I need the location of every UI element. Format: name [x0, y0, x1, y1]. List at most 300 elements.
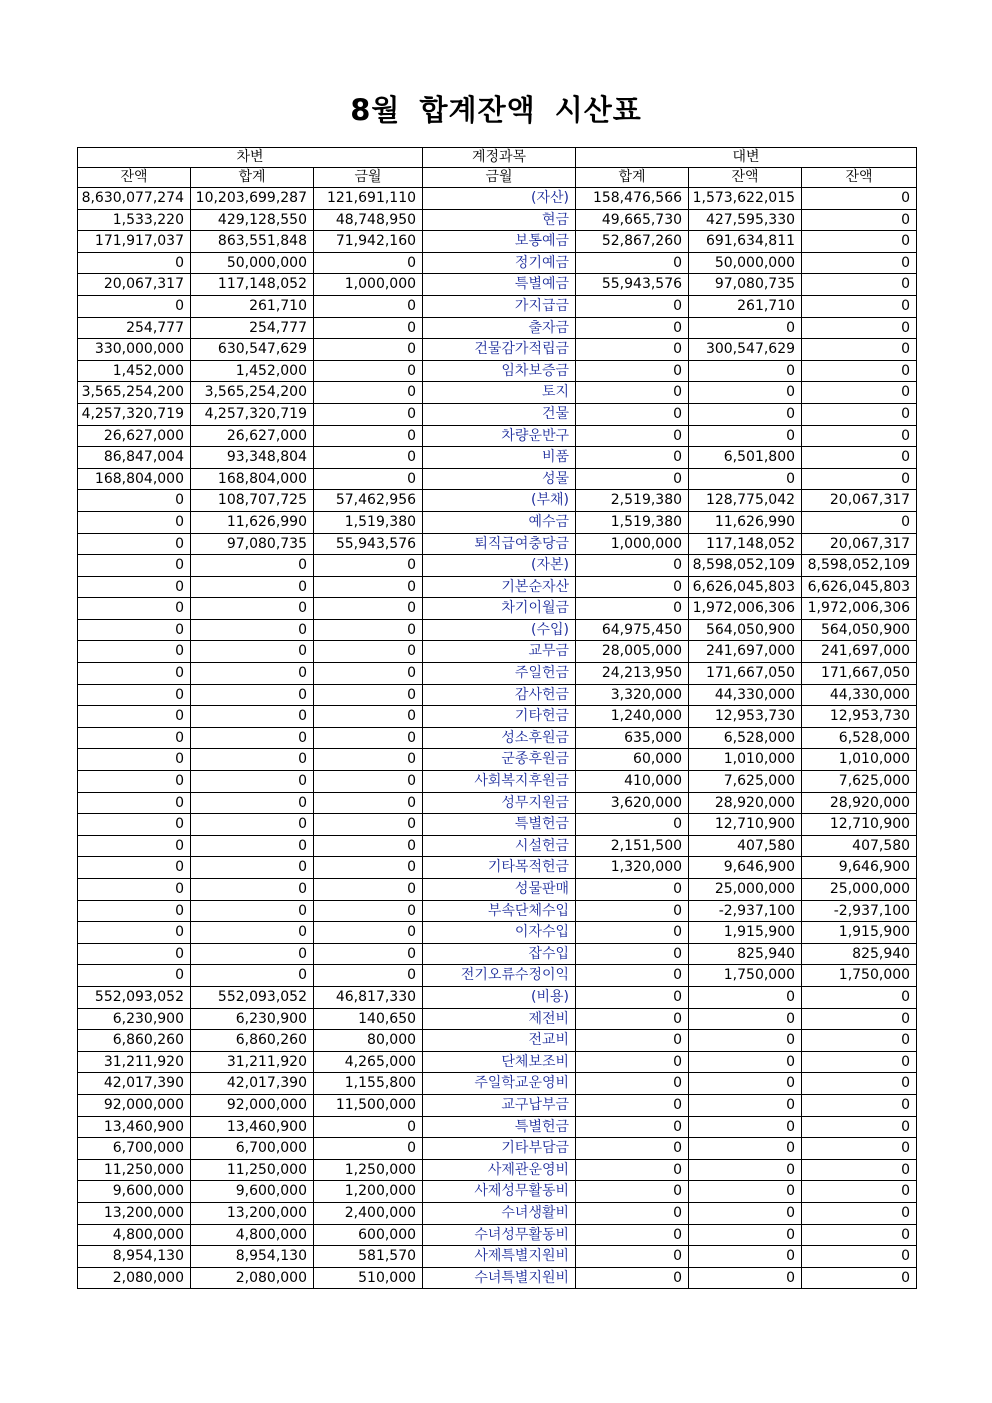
cell-debit-total: 93,348,804: [191, 447, 314, 469]
cell-account-name: 수녀특별지원비: [423, 1267, 576, 1289]
cell-credit-balance-2: 0: [802, 425, 917, 447]
cell-credit-total: 0: [576, 922, 689, 944]
table-row: [78, 1051, 917, 1073]
cell-account-name: 특별예금: [423, 274, 576, 296]
cell-credit-balance-2: 0: [802, 1246, 917, 1268]
cell-debit-total: 9,600,000: [191, 1181, 314, 1203]
cell-debit-month: 4,265,000: [314, 1051, 423, 1073]
cell-debit-balance: 0: [78, 619, 191, 641]
cell-debit-month: 0: [314, 922, 423, 944]
cell-credit-balance-2: 20,067,317: [802, 533, 917, 555]
cell-credit-total: 0: [576, 1181, 689, 1203]
cell-debit-balance: 6,700,000: [78, 1138, 191, 1160]
cell-credit-total: 0: [576, 1246, 689, 1268]
cell-debit-balance: 11,250,000: [78, 1159, 191, 1181]
cell-credit-balance-2: 171,667,050: [802, 663, 917, 685]
col-credit-balance: 잔액: [689, 168, 802, 188]
cell-credit-balance: 0: [689, 1051, 802, 1073]
cell-debit-balance: 3,565,254,200: [78, 382, 191, 404]
cell-credit-balance-2: 44,330,000: [802, 684, 917, 706]
cell-debit-month: 57,462,956: [314, 490, 423, 512]
cell-credit-balance: 0: [689, 317, 802, 339]
cell-account-name: (수입): [423, 619, 576, 641]
cell-debit-balance: 4,257,320,719: [78, 403, 191, 425]
cell-debit-total: 0: [191, 749, 314, 771]
cell-debit-total: 0: [191, 663, 314, 685]
cell-debit-month: 0: [314, 339, 423, 361]
table-row: [78, 835, 917, 857]
cell-debit-month: 510,000: [314, 1267, 423, 1289]
cell-account-name: 군종후원금: [423, 749, 576, 771]
cell-account-name: 건물감가적립금: [423, 339, 576, 361]
cell-debit-total: 11,250,000: [191, 1159, 314, 1181]
cell-debit-month: 0: [314, 814, 423, 836]
cell-credit-total: 28,005,000: [576, 641, 689, 663]
cell-debit-total: 0: [191, 555, 314, 577]
cell-credit-balance-2: 0: [802, 1181, 917, 1203]
header-credit: 대변: [576, 148, 917, 168]
cell-debit-month: 11,500,000: [314, 1094, 423, 1116]
cell-credit-balance: 12,710,900: [689, 814, 802, 836]
cell-account-name: 기타부담금: [423, 1138, 576, 1160]
cell-credit-balance-2: 0: [802, 1224, 917, 1246]
cell-debit-total: 26,627,000: [191, 425, 314, 447]
cell-credit-balance-2: 25,000,000: [802, 879, 917, 901]
cell-credit-total: 0: [576, 1267, 689, 1289]
cell-debit-balance: 0: [78, 576, 191, 598]
cell-debit-total: 2,080,000: [191, 1267, 314, 1289]
cell-debit-total: 6,230,900: [191, 1008, 314, 1030]
cell-credit-balance-2: 0: [802, 447, 917, 469]
cell-credit-total: 3,620,000: [576, 792, 689, 814]
cell-credit-total: 0: [576, 986, 689, 1008]
cell-credit-balance: 0: [689, 1267, 802, 1289]
cell-debit-month: 0: [314, 403, 423, 425]
cell-account-name: 시설헌금: [423, 835, 576, 857]
cell-debit-month: 1,250,000: [314, 1159, 423, 1181]
cell-debit-balance: 0: [78, 533, 191, 555]
table-row: [78, 1267, 917, 1289]
cell-credit-balance: 1,915,900: [689, 922, 802, 944]
cell-debit-month: 46,817,330: [314, 986, 423, 1008]
cell-credit-balance-2: 0: [802, 339, 917, 361]
cell-debit-month: 0: [314, 425, 423, 447]
col-debit-month: 금월: [314, 168, 423, 188]
cell-debit-total: 0: [191, 814, 314, 836]
cell-credit-balance-2: 1,972,006,306: [802, 598, 917, 620]
table-row: [78, 727, 917, 749]
cell-credit-balance-2: 407,580: [802, 835, 917, 857]
cell-credit-balance: 25,000,000: [689, 879, 802, 901]
col-credit-total: 합계: [576, 168, 689, 188]
cell-credit-balance-2: 1,010,000: [802, 749, 917, 771]
cell-credit-balance-2: 825,940: [802, 943, 917, 965]
cell-debit-balance: 0: [78, 922, 191, 944]
cell-credit-total: 0: [576, 447, 689, 469]
cell-debit-balance: 0: [78, 295, 191, 317]
cell-debit-balance: 4,800,000: [78, 1224, 191, 1246]
table-row: [78, 403, 917, 425]
col-credit-balance-2: 잔액: [802, 168, 917, 188]
cell-account-name: 전교비: [423, 1030, 576, 1052]
cell-account-name: 정기예금: [423, 252, 576, 274]
table-row: [78, 814, 917, 836]
table-row: [78, 317, 917, 339]
cell-credit-balance: 0: [689, 1008, 802, 1030]
cell-debit-balance: 0: [78, 598, 191, 620]
table-row: [78, 1030, 917, 1052]
table-row: [78, 857, 917, 879]
cell-account-name: 주일학교운영비: [423, 1073, 576, 1095]
cell-debit-month: 0: [314, 1138, 423, 1160]
cell-account-name: 사회복지후원금: [423, 771, 576, 793]
cell-debit-total: 0: [191, 641, 314, 663]
cell-credit-balance: 50,000,000: [689, 252, 802, 274]
cell-credit-total: 635,000: [576, 727, 689, 749]
cell-debit-month: 0: [314, 727, 423, 749]
cell-credit-balance-2: 6,626,045,803: [802, 576, 917, 598]
cell-credit-balance: 0: [689, 1159, 802, 1181]
table-row: [78, 274, 917, 296]
table-row: [78, 792, 917, 814]
cell-account-name: 특별헌금: [423, 814, 576, 836]
table-row: [78, 511, 917, 533]
cell-credit-balance-2: 0: [802, 986, 917, 1008]
table-row: [78, 879, 917, 901]
cell-credit-balance: 28,920,000: [689, 792, 802, 814]
table-row: [78, 555, 917, 577]
table-row: [78, 598, 917, 620]
table-row: [78, 1224, 917, 1246]
cell-debit-balance: 0: [78, 792, 191, 814]
cell-credit-total: 0: [576, 317, 689, 339]
cell-credit-balance-2: 8,598,052,109: [802, 555, 917, 577]
cell-credit-balance-2: 28,920,000: [802, 792, 917, 814]
cell-debit-month: 0: [314, 619, 423, 641]
cell-credit-total: 410,000: [576, 771, 689, 793]
cell-debit-total: 13,460,900: [191, 1116, 314, 1138]
table-row: [78, 1008, 917, 1030]
cell-debit-balance: 8,630,077,274: [78, 188, 191, 210]
cell-debit-total: 0: [191, 879, 314, 901]
cell-credit-balance: 0: [689, 360, 802, 382]
cell-credit-balance: 0: [689, 1030, 802, 1052]
cell-credit-balance-2: 241,697,000: [802, 641, 917, 663]
cell-credit-balance-2: 0: [802, 209, 917, 231]
cell-account-name: 기타목적헌금: [423, 857, 576, 879]
page-title: 8월 합계잔액 시산표: [350, 93, 642, 127]
cell-credit-total: 0: [576, 1224, 689, 1246]
cell-credit-balance: 0: [689, 1094, 802, 1116]
cell-credit-total: 0: [576, 252, 689, 274]
cell-credit-balance-2: 0: [802, 317, 917, 339]
cell-credit-balance: 564,050,900: [689, 619, 802, 641]
cell-debit-balance: 26,627,000: [78, 425, 191, 447]
cell-debit-month: 0: [314, 641, 423, 663]
cell-credit-balance-2: 0: [802, 1073, 917, 1095]
cell-debit-month: 2,400,000: [314, 1202, 423, 1224]
cell-credit-balance-2: 12,953,730: [802, 706, 917, 728]
cell-account-name: 성소후원금: [423, 727, 576, 749]
cell-credit-balance: 0: [689, 1246, 802, 1268]
cell-credit-balance: 261,710: [689, 295, 802, 317]
cell-debit-month: 0: [314, 382, 423, 404]
cell-debit-month: 0: [314, 943, 423, 965]
cell-debit-total: 552,093,052: [191, 986, 314, 1008]
cell-credit-balance: 97,080,735: [689, 274, 802, 296]
header-row-group: [78, 148, 917, 168]
table-row: [78, 576, 917, 598]
cell-debit-total: 0: [191, 684, 314, 706]
cell-debit-balance: 0: [78, 555, 191, 577]
cell-credit-balance: 0: [689, 382, 802, 404]
cell-debit-balance: 13,460,900: [78, 1116, 191, 1138]
cell-credit-balance-2: 20,067,317: [802, 490, 917, 512]
cell-debit-balance: 42,017,390: [78, 1073, 191, 1095]
header-debit: 차변: [78, 148, 423, 168]
table-row: [78, 209, 917, 231]
cell-debit-month: 0: [314, 317, 423, 339]
cell-debit-total: 11,626,990: [191, 511, 314, 533]
cell-credit-balance: 117,148,052: [689, 533, 802, 555]
cell-debit-balance: 0: [78, 663, 191, 685]
header-account: 계정과목: [423, 148, 576, 168]
cell-account-name: 예수금: [423, 511, 576, 533]
cell-credit-balance-2: 7,625,000: [802, 771, 917, 793]
cell-debit-month: 0: [314, 360, 423, 382]
cell-debit-total: 31,211,920: [191, 1051, 314, 1073]
cell-debit-balance: 0: [78, 943, 191, 965]
cell-debit-balance: 0: [78, 965, 191, 987]
cell-debit-total: 0: [191, 619, 314, 641]
cell-debit-total: 8,954,130: [191, 1246, 314, 1268]
cell-account-name: (비용): [423, 986, 576, 1008]
cell-credit-total: 0: [576, 425, 689, 447]
cell-debit-total: 261,710: [191, 295, 314, 317]
cell-debit-total: 6,700,000: [191, 1138, 314, 1160]
cell-debit-total: 0: [191, 857, 314, 879]
table-row: [78, 1202, 917, 1224]
cell-debit-month: 0: [314, 252, 423, 274]
cell-debit-balance: 8,954,130: [78, 1246, 191, 1268]
cell-debit-balance: 552,093,052: [78, 986, 191, 1008]
table-row: [78, 1073, 917, 1095]
cell-credit-total: 1,000,000: [576, 533, 689, 555]
cell-credit-total: 0: [576, 1138, 689, 1160]
cell-credit-balance: 0: [689, 986, 802, 1008]
table-row: [78, 943, 917, 965]
cell-debit-total: 10,203,699,287: [191, 188, 314, 210]
cell-credit-balance-2: 1,915,900: [802, 922, 917, 944]
cell-debit-total: 108,707,725: [191, 490, 314, 512]
table-row: [78, 360, 917, 382]
cell-debit-balance: 92,000,000: [78, 1094, 191, 1116]
cell-debit-total: 42,017,390: [191, 1073, 314, 1095]
cell-debit-balance: 0: [78, 490, 191, 512]
cell-debit-total: 3,565,254,200: [191, 382, 314, 404]
cell-credit-total: 64,975,450: [576, 619, 689, 641]
cell-credit-balance-2: 9,646,900: [802, 857, 917, 879]
table-row: [78, 706, 917, 728]
cell-credit-balance: 1,750,000: [689, 965, 802, 987]
cell-debit-balance: 6,230,900: [78, 1008, 191, 1030]
cell-credit-total: 0: [576, 468, 689, 490]
table-row: [78, 1246, 917, 1268]
table-row: [78, 252, 917, 274]
cell-debit-month: 140,650: [314, 1008, 423, 1030]
cell-account-name: 제전비: [423, 1008, 576, 1030]
cell-account-name: 이자수입: [423, 922, 576, 944]
cell-credit-total: 49,665,730: [576, 209, 689, 231]
cell-credit-balance: 6,501,800: [689, 447, 802, 469]
cell-debit-month: 600,000: [314, 1224, 423, 1246]
cell-account-name: 퇴직급여충당금: [423, 533, 576, 555]
cell-debit-balance: 0: [78, 814, 191, 836]
cell-debit-total: 92,000,000: [191, 1094, 314, 1116]
cell-credit-balance: 1,010,000: [689, 749, 802, 771]
cell-debit-total: 0: [191, 576, 314, 598]
cell-credit-balance: 44,330,000: [689, 684, 802, 706]
cell-debit-balance: 31,211,920: [78, 1051, 191, 1073]
cell-debit-month: 581,570: [314, 1246, 423, 1268]
cell-credit-total: 0: [576, 814, 689, 836]
cell-debit-total: 863,551,848: [191, 231, 314, 253]
col-account-month: 금월: [423, 168, 576, 188]
cell-debit-month: 0: [314, 663, 423, 685]
cell-account-name: 수녀생활비: [423, 1202, 576, 1224]
cell-account-name: 부속단체수입: [423, 900, 576, 922]
cell-credit-total: 0: [576, 295, 689, 317]
cell-credit-total: 158,476,566: [576, 188, 689, 210]
cell-debit-balance: 1,452,000: [78, 360, 191, 382]
cell-credit-total: 0: [576, 360, 689, 382]
cell-credit-total: 2,519,380: [576, 490, 689, 512]
cell-account-name: 사제성무활동비: [423, 1181, 576, 1203]
cell-credit-total: 3,320,000: [576, 684, 689, 706]
cell-debit-balance: 6,860,260: [78, 1030, 191, 1052]
cell-debit-total: 630,547,629: [191, 339, 314, 361]
cell-account-name: 기본순자산: [423, 576, 576, 598]
cell-credit-total: 0: [576, 403, 689, 425]
cell-credit-balance: 691,634,811: [689, 231, 802, 253]
cell-credit-balance: -2,937,100: [689, 900, 802, 922]
cell-debit-total: 0: [191, 965, 314, 987]
cell-debit-month: 48,748,950: [314, 209, 423, 231]
cell-debit-balance: 0: [78, 252, 191, 274]
cell-account-name: 잡수입: [423, 943, 576, 965]
cell-debit-month: 0: [314, 555, 423, 577]
cell-debit-total: 429,128,550: [191, 209, 314, 231]
cell-debit-month: 0: [314, 835, 423, 857]
cell-debit-total: 50,000,000: [191, 252, 314, 274]
table-row: [78, 425, 917, 447]
cell-credit-total: 60,000: [576, 749, 689, 771]
cell-debit-balance: 0: [78, 706, 191, 728]
cell-credit-total: 0: [576, 965, 689, 987]
cell-account-name: 임차보증금: [423, 360, 576, 382]
cell-credit-balance-2: 0: [802, 1202, 917, 1224]
cell-debit-month: 71,942,160: [314, 231, 423, 253]
table-row: [78, 771, 917, 793]
cell-debit-month: 0: [314, 576, 423, 598]
cell-account-name: 전기오류수정이익: [423, 965, 576, 987]
cell-account-name: 토지: [423, 382, 576, 404]
cell-debit-month: 1,519,380: [314, 511, 423, 533]
cell-account-name: 출자금: [423, 317, 576, 339]
cell-credit-total: 1,320,000: [576, 857, 689, 879]
cell-debit-balance: 0: [78, 900, 191, 922]
table-row: [78, 684, 917, 706]
cell-credit-total: 0: [576, 1116, 689, 1138]
cell-debit-total: 168,804,000: [191, 468, 314, 490]
cell-credit-balance: 11,626,990: [689, 511, 802, 533]
table-row: [78, 1116, 917, 1138]
cell-credit-total: 0: [576, 1094, 689, 1116]
cell-credit-balance: 0: [689, 1224, 802, 1246]
table-row: [78, 468, 917, 490]
cell-debit-month: 0: [314, 295, 423, 317]
cell-credit-balance-2: 0: [802, 468, 917, 490]
cell-debit-month: 0: [314, 684, 423, 706]
cell-account-name: (부채): [423, 490, 576, 512]
cell-debit-total: 0: [191, 792, 314, 814]
cell-debit-month: 0: [314, 771, 423, 793]
cell-debit-total: 254,777: [191, 317, 314, 339]
cell-debit-balance: 9,600,000: [78, 1181, 191, 1203]
table-body: [78, 188, 917, 1289]
cell-debit-month: 55,943,576: [314, 533, 423, 555]
table-row: [78, 663, 917, 685]
table-row: [78, 295, 917, 317]
cell-debit-balance: 0: [78, 727, 191, 749]
cell-debit-balance: 171,917,037: [78, 231, 191, 253]
cell-credit-total: 24,213,950: [576, 663, 689, 685]
cell-debit-total: 0: [191, 598, 314, 620]
cell-credit-balance: 1,573,622,015: [689, 188, 802, 210]
cell-account-name: 사제특별지원비: [423, 1246, 576, 1268]
cell-credit-balance: 171,667,050: [689, 663, 802, 685]
cell-credit-total: 0: [576, 1051, 689, 1073]
cell-credit-balance: 0: [689, 1138, 802, 1160]
cell-debit-month: 0: [314, 706, 423, 728]
cell-account-name: 단체보조비: [423, 1051, 576, 1073]
cell-credit-balance: 300,547,629: [689, 339, 802, 361]
cell-account-name: 성물판매: [423, 879, 576, 901]
cell-credit-total: 0: [576, 576, 689, 598]
cell-debit-balance: 86,847,004: [78, 447, 191, 469]
cell-debit-month: 1,000,000: [314, 274, 423, 296]
cell-credit-balance-2: 6,528,000: [802, 727, 917, 749]
cell-credit-balance: 0: [689, 1116, 802, 1138]
cell-account-name: 차기이월금: [423, 598, 576, 620]
cell-credit-balance: 8,598,052,109: [689, 555, 802, 577]
table-row: [78, 1181, 917, 1203]
cell-debit-balance: 0: [78, 771, 191, 793]
cell-debit-balance: 13,200,000: [78, 1202, 191, 1224]
cell-credit-total: 0: [576, 1008, 689, 1030]
cell-credit-total: 0: [576, 382, 689, 404]
cell-credit-balance: 6,528,000: [689, 727, 802, 749]
cell-debit-total: 1,452,000: [191, 360, 314, 382]
cell-credit-total: 0: [576, 1073, 689, 1095]
cell-credit-total: 0: [576, 555, 689, 577]
cell-account-name: 가지급금: [423, 295, 576, 317]
cell-debit-total: 97,080,735: [191, 533, 314, 555]
table-row: [78, 533, 917, 555]
cell-debit-total: 4,257,320,719: [191, 403, 314, 425]
cell-credit-total: 0: [576, 900, 689, 922]
table-row: [78, 490, 917, 512]
